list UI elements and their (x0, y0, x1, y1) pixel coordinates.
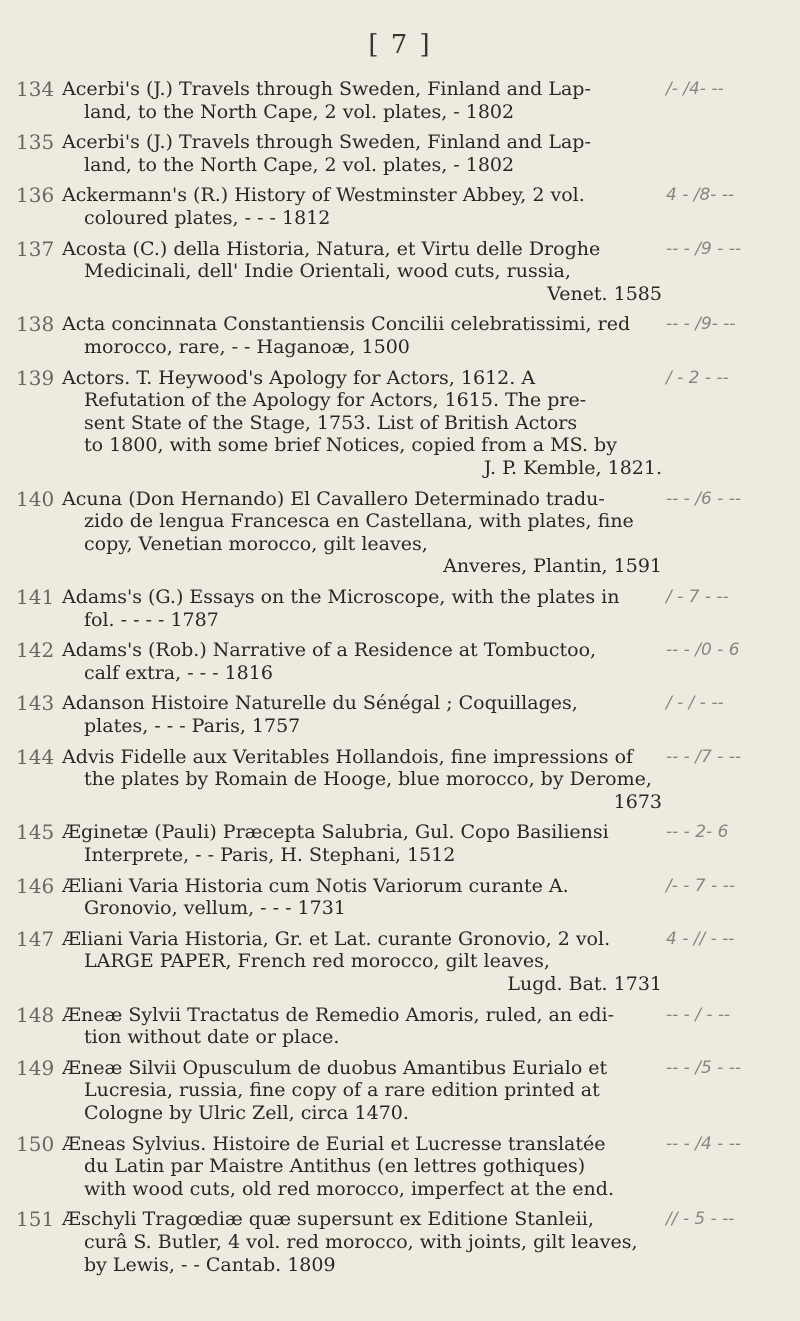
lot-description (62, 928, 662, 996)
lot-number: 142 (16, 638, 55, 663)
lot-description (62, 1057, 662, 1125)
description-line: Æliani Varia Historia cum Notis Variorum curante A. (62, 874, 569, 897)
lot-number: 139 (16, 365, 55, 390)
description-line: land, to the North Cape, 2 vol. plates, - 1802 (84, 100, 515, 123)
description-line: sent State of the Stage, 1753. List of British Actors (84, 411, 578, 434)
lot-description (62, 184, 662, 229)
description-line: Acta concinnata Constantiensis Concilii celebratissimi, red (62, 313, 631, 336)
description-line: tion without date or place. (84, 1026, 340, 1049)
lot-description (62, 367, 662, 480)
handwritten-price: -- - /7 - -- (666, 746, 741, 767)
handwritten-price: -- - /4 - -- (666, 1133, 741, 1154)
description-line: Venet. 1585 (547, 282, 662, 305)
description-line: Adams's (Rob.) Narrative of a Residence at Tombuctoo, (62, 639, 597, 662)
description-line: Acerbi's (J.) Travels through Sweden, Finland and Lap- (62, 131, 591, 154)
description-line: coloured plates, - - - 1812 (84, 206, 331, 229)
description-line: Ackermann's (R.) History of Westminster Abbey, 2 vol. (62, 184, 585, 207)
description-line: Æliani Varia Historia, Gr. et Lat. curante Gronovio, 2 vol. (62, 927, 611, 950)
description-line: Advis Fidelle aux Veritables Hollandois, fine impressions of (62, 745, 634, 768)
description-line: Æneas Sylvius. Histoire de Eurial et Lucresse translatée (62, 1132, 606, 1155)
lot-number: 135 (16, 130, 55, 155)
description-line: Acerbi's (J.) Travels through Sweden, Finland and Lap- (62, 78, 591, 100)
lot-description (62, 639, 662, 684)
lot-number: 150 (16, 1131, 55, 1156)
lot-number: 140 (16, 486, 55, 511)
description-line: copy, Venetian morocco, gilt leaves, (84, 532, 428, 555)
description-line: plates, - - - Paris, 1757 (84, 714, 301, 737)
lot-number: 145 (16, 820, 55, 845)
handwritten-price: -- - /9- -- (666, 314, 736, 335)
lot-number: 143 (16, 691, 55, 716)
description-line: Lucresia, russia, fine copy of a rare edition printed at (84, 1079, 600, 1102)
lot-number: 136 (16, 183, 55, 208)
description-line: 1673 (613, 790, 662, 813)
handwritten-price: // - 5 - -- (666, 1209, 735, 1230)
handwritten-price: / - 7 - -- (666, 587, 729, 607)
description-line: to 1800, with some brief Notices, copied from a MS. by (84, 434, 617, 457)
handwritten-price: -- - / - -- (666, 1004, 731, 1025)
description-line: the plates by Romain de Hooge, blue morocco, by Derome, (84, 768, 652, 791)
description-line: Medicinali, dell' Indie Orientali, wood cuts, russia, (84, 260, 571, 283)
lot-number: 137 (16, 236, 55, 261)
description-line: Adanson Histoire Naturelle du Sénégal ; Coquillages, (62, 692, 578, 715)
description-line: du Latin par Maistre Antithus (en lettres gothiques) (84, 1155, 586, 1178)
lot-description (62, 746, 662, 814)
handwritten-price: / - 2 - -- (666, 367, 729, 388)
lot-number: 148 (16, 1002, 55, 1027)
description-line: Actors. T. Heywood's Apology for Actors, 1612. A (62, 366, 536, 389)
handwritten-price: /- /4- -- (666, 79, 724, 99)
description-line: Lugd. Bat. 1731 (507, 972, 662, 995)
lot-description (62, 692, 662, 737)
lot-description (62, 1133, 662, 1201)
lot-description (62, 1208, 662, 1276)
description-line: by Lewis, - - Cantab. 1809 (84, 1253, 336, 1276)
description-line: Æginetæ (Pauli) Præcepta Salubria, Gul. Copo Basiliensi (62, 821, 609, 844)
description-line: Interprete, - - Paris, H. Stephani, 1512 (84, 843, 456, 866)
lot-number: 144 (16, 744, 55, 769)
handwritten-price: -- - /9 - -- (666, 238, 741, 259)
handwritten-price: -- - /5 - -- (666, 1057, 741, 1078)
lot-description (62, 313, 662, 358)
lot-number: 134 (16, 77, 55, 101)
lot-number: 149 (16, 1055, 55, 1080)
description-line: Adams's (G.) Essays on the Microscope, with the plates in (62, 586, 620, 608)
handwritten-price: -- - /6 - -- (666, 488, 741, 509)
description-line: calf extra, - - - 1816 (84, 661, 273, 684)
handwritten-price: / - / - -- (666, 693, 724, 714)
lot-description (62, 586, 662, 631)
description-line: Cologne by Ulric Zell, circa 1470. (84, 1101, 409, 1124)
description-line: Gronovio, vellum, - - - 1731 (84, 897, 346, 920)
description-line: Anveres, Plantin, 1591 (443, 555, 662, 578)
lot-description (62, 488, 662, 578)
description-line: land, to the North Cape, 2 vol. plates, - 1802 (84, 153, 515, 176)
description-line: LARGE PAPER, French red morocco, gilt leaves, (84, 950, 550, 973)
description-line: morocco, rare, - - Haganoæ, 1500 (84, 335, 410, 358)
handwritten-price: -- - 2- 6 (666, 822, 729, 843)
lot-number: 138 (16, 312, 55, 337)
description-line: Æneæ Silvii Opusculum de duobus Amantibus Eurialo et (62, 1056, 608, 1079)
lot-description (62, 131, 662, 176)
description-line: J. P. Kemble, 1821. (483, 456, 662, 479)
lot-number: 147 (16, 926, 55, 951)
description-line: curâ S. Butler, 4 vol. red morocco, with joints, gilt leaves, (84, 1230, 638, 1253)
lot-description (62, 821, 662, 866)
description-line: with wood cuts, old red morocco, imperfect at the end. (84, 1177, 614, 1200)
lot-description (62, 78, 662, 123)
description-line: Æneæ Sylvii Tractatus de Remedio Amoris, ruled, an edi- (62, 1003, 615, 1026)
lot-number: 146 (16, 873, 55, 898)
description-line: Æschyli Tragœdiæ quæ supersunt ex Editione Stanleii, (62, 1208, 594, 1231)
handwritten-price: 4 - // - -- (666, 928, 735, 949)
lot-description (62, 1004, 662, 1049)
description-line: zido de lengua Francesca en Castellana, with plates, fine (84, 510, 634, 533)
description-line: Acosta (C.) della Historia, Natura, et Virtu delle Droghe (62, 237, 601, 260)
lot-description (62, 875, 662, 920)
lot-number: 141 (16, 585, 55, 609)
description-line: Acuna (Don Hernando) El Cavallero Determinado tradu- (62, 487, 605, 510)
description-line: fol. - - - - 1787 (84, 608, 219, 631)
description-line: Refutation of the Apology for Actors, 1615. The pre- (84, 389, 587, 412)
lot-description (62, 238, 662, 306)
handwritten-price: /- - 7 - -- (666, 875, 735, 896)
handwritten-price: 4 - /8- -- (666, 185, 735, 206)
handwritten-price: -- - /0 - 6 (666, 640, 740, 661)
lot-number: 151 (16, 1207, 55, 1232)
page-number: [ 7 ] (368, 30, 432, 60)
